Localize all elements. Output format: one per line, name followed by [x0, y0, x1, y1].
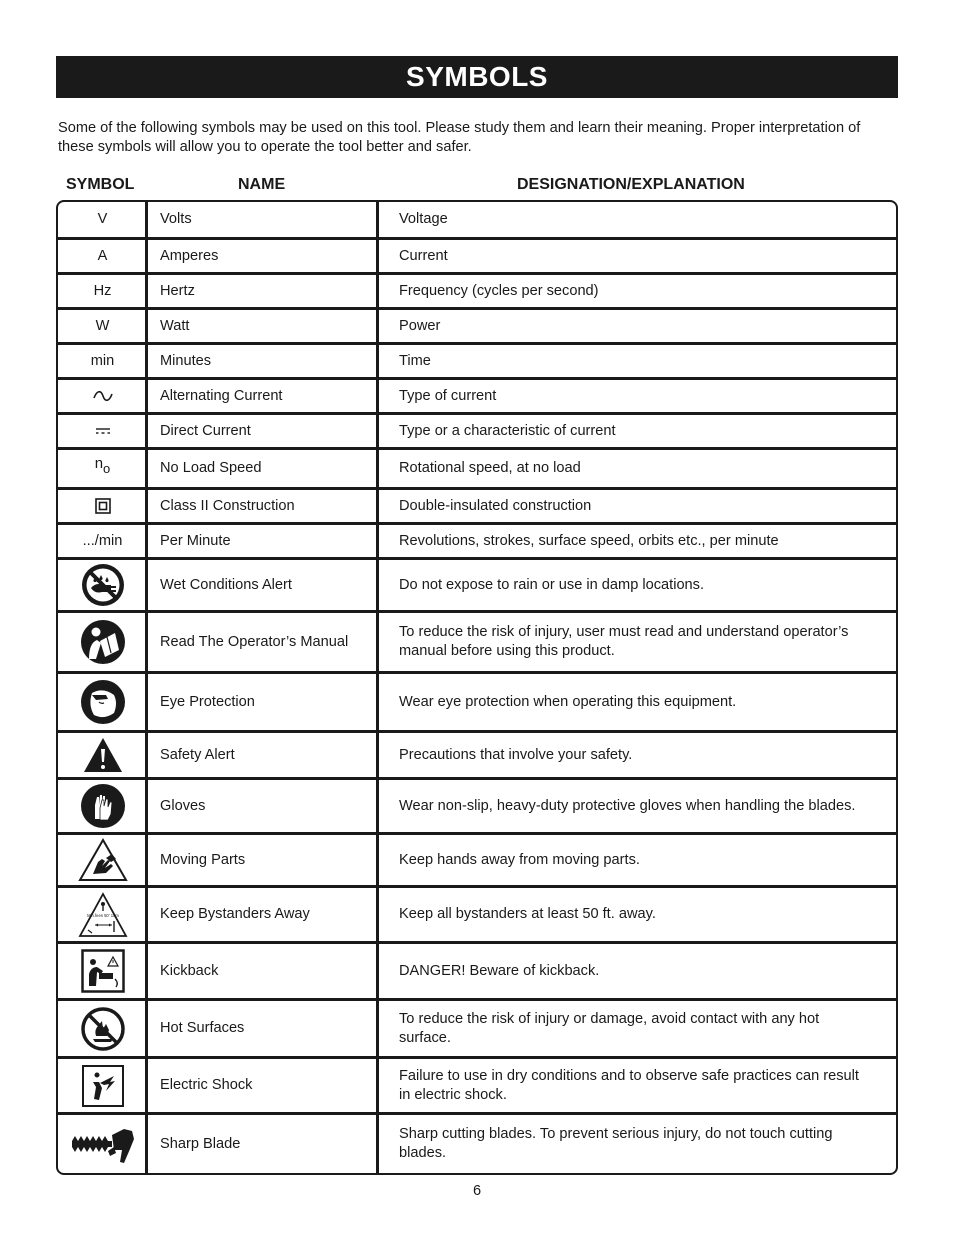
table-row	[58, 560, 896, 610]
description-cell: Failure to use in dry conditions and to observe safe practices can result in electric shock.	[399, 1067, 859, 1103]
description-cell: Precautions that involve your safety.	[399, 746, 633, 763]
description-cell: DANGER! Beware of kickback.	[399, 962, 600, 979]
name-cell: Watt	[160, 317, 190, 334]
symbol-cell: min	[90, 352, 115, 369]
moving-parts-icon	[78, 838, 128, 882]
symbol-cell	[58, 490, 147, 522]
symbol-cell	[58, 1059, 147, 1112]
symbol-cell: W	[95, 317, 110, 334]
description-cell: Wear non-slip, heavy-duty protective gloves when handling the blades.	[399, 797, 856, 814]
name-cell: Volts	[160, 211, 192, 227]
description-cell: Revolutions, strokes, surface speed, orbits etc., per minute	[399, 532, 779, 549]
symbol-cell	[58, 1001, 147, 1056]
gloves-icon	[80, 783, 126, 829]
table-row	[58, 888, 896, 941]
name-cell: Minutes	[160, 352, 212, 369]
electric-shock-icon	[82, 1065, 124, 1107]
symbol-cell	[58, 780, 147, 832]
symbol-cell	[58, 380, 147, 412]
name-cell: Direct Current	[160, 422, 251, 439]
class-ii-construction-icon	[95, 498, 111, 514]
sharp-blade-icon	[68, 1121, 138, 1167]
table-row	[58, 450, 896, 487]
name-cell: Hertz	[160, 282, 195, 299]
table-row	[58, 380, 896, 412]
table-row	[58, 490, 896, 522]
no-load-speed-symbol: no	[94, 455, 111, 476]
description-cell: Keep hands away from moving parts.	[399, 851, 640, 868]
wet-conditions-alert-icon	[81, 563, 125, 607]
kickback-icon	[81, 949, 125, 993]
description-cell: Time	[399, 352, 431, 369]
name-cell: Sharp Blade	[160, 1135, 241, 1152]
keep-bystanders-away-icon	[78, 892, 128, 938]
table-row	[58, 415, 896, 447]
table-row	[58, 310, 896, 342]
direct-current-icon	[95, 426, 111, 436]
description-cell: Type of current	[399, 387, 497, 404]
symbol-cell	[58, 560, 147, 610]
description-cell: Sharp cutting blades. To prevent serious injury, do not touch cutting blades.	[399, 1126, 833, 1161]
page-title	[56, 56, 898, 98]
eye-protection-icon	[80, 679, 126, 725]
description-cell: Voltage	[399, 211, 448, 227]
name-cell: Read The Operator’s Manual	[160, 633, 349, 650]
symbol-cell: V	[97, 211, 108, 227]
symbol-cell	[58, 733, 147, 777]
symbol-cell: Hz	[93, 282, 112, 299]
table-row	[58, 1115, 896, 1173]
table-row	[58, 202, 896, 237]
name-cell: Moving Parts	[160, 851, 246, 868]
description-cell: Rotational speed, at no load	[399, 460, 581, 476]
symbol-cell	[58, 415, 147, 447]
table-row	[58, 835, 896, 885]
name-cell: Class II Construction	[160, 497, 295, 514]
description-cell: Double-insulated construction	[399, 497, 592, 514]
page-number: 6	[472, 1183, 482, 1199]
name-cell: Wet Conditions Alert	[160, 576, 292, 593]
safety-alert-icon	[83, 737, 123, 773]
description-cell: Keep all bystanders at least 50 ft. away.	[399, 906, 656, 922]
symbol-cell	[58, 835, 147, 885]
table-row	[58, 674, 896, 730]
column-header-symbol: SYMBOL	[66, 176, 135, 193]
symbols-table	[56, 200, 898, 1175]
description-cell: Type or a characteristic of current	[399, 422, 616, 439]
table-row	[58, 944, 896, 998]
description-cell: Frequency (cycles per second)	[399, 282, 599, 299]
symbol-cell	[58, 1115, 147, 1173]
description-cell: Wear eye protection when operating this equipment.	[399, 693, 737, 710]
table-row	[58, 1059, 896, 1112]
name-cell: Gloves	[160, 797, 206, 814]
description-cell: Power	[399, 317, 441, 334]
name-cell: Alternating Current	[160, 387, 283, 404]
name-cell: Amperes	[160, 247, 219, 264]
table-row	[58, 613, 896, 671]
description-cell: To reduce the risk of injury, user must read and understand operator’s manual before using this product.	[399, 624, 849, 659]
alternating-current-icon	[92, 389, 114, 403]
symbol-cell	[58, 613, 147, 671]
name-cell: Eye Protection	[160, 693, 255, 710]
hot-surfaces-icon	[80, 1006, 126, 1052]
name-cell: Per Minute	[160, 532, 231, 549]
name-cell: Keep Bystanders Away	[160, 906, 310, 922]
name-cell: Hot Surfaces	[160, 1020, 245, 1036]
table-row	[58, 525, 896, 557]
symbol-cell	[58, 450, 147, 487]
description-cell: Current	[399, 247, 448, 264]
table-row	[58, 780, 896, 832]
name-cell: No Load Speed	[160, 460, 262, 476]
table-row	[58, 275, 896, 307]
symbol-cell	[58, 944, 147, 998]
description-cell: Do not expose to rain or use in damp locations.	[399, 576, 705, 593]
table-row	[58, 1001, 896, 1056]
symbol-cell	[58, 888, 147, 941]
column-header-designation: DESIGNATION/EXPLANATION	[517, 176, 745, 193]
name-cell: Safety Alert	[160, 746, 235, 763]
description-cell: To reduce the risk of injury or damage, avoid contact with any hot surface.	[399, 1010, 820, 1046]
bystander-distance-text: Min.fees 50' 15m	[86, 912, 119, 918]
intro-paragraph: Some of the following symbols may be used on this tool. Please study them and learn their meaning. Proper interpretation of these symbols will allow you to operate the tool better and safer.	[58, 120, 861, 155]
name-cell: Kickback	[160, 962, 219, 979]
table-row	[58, 733, 896, 777]
table-row	[58, 240, 896, 272]
name-cell: Electric Shock	[160, 1077, 253, 1093]
symbol-cell: A	[97, 247, 108, 264]
page-title-text: SYMBOLS	[406, 61, 548, 92]
symbol-cell	[58, 674, 147, 730]
table-row	[58, 345, 896, 377]
symbol-cell: .../min	[82, 532, 123, 549]
read-manual-icon	[80, 619, 126, 665]
column-header-name: NAME	[238, 176, 286, 193]
